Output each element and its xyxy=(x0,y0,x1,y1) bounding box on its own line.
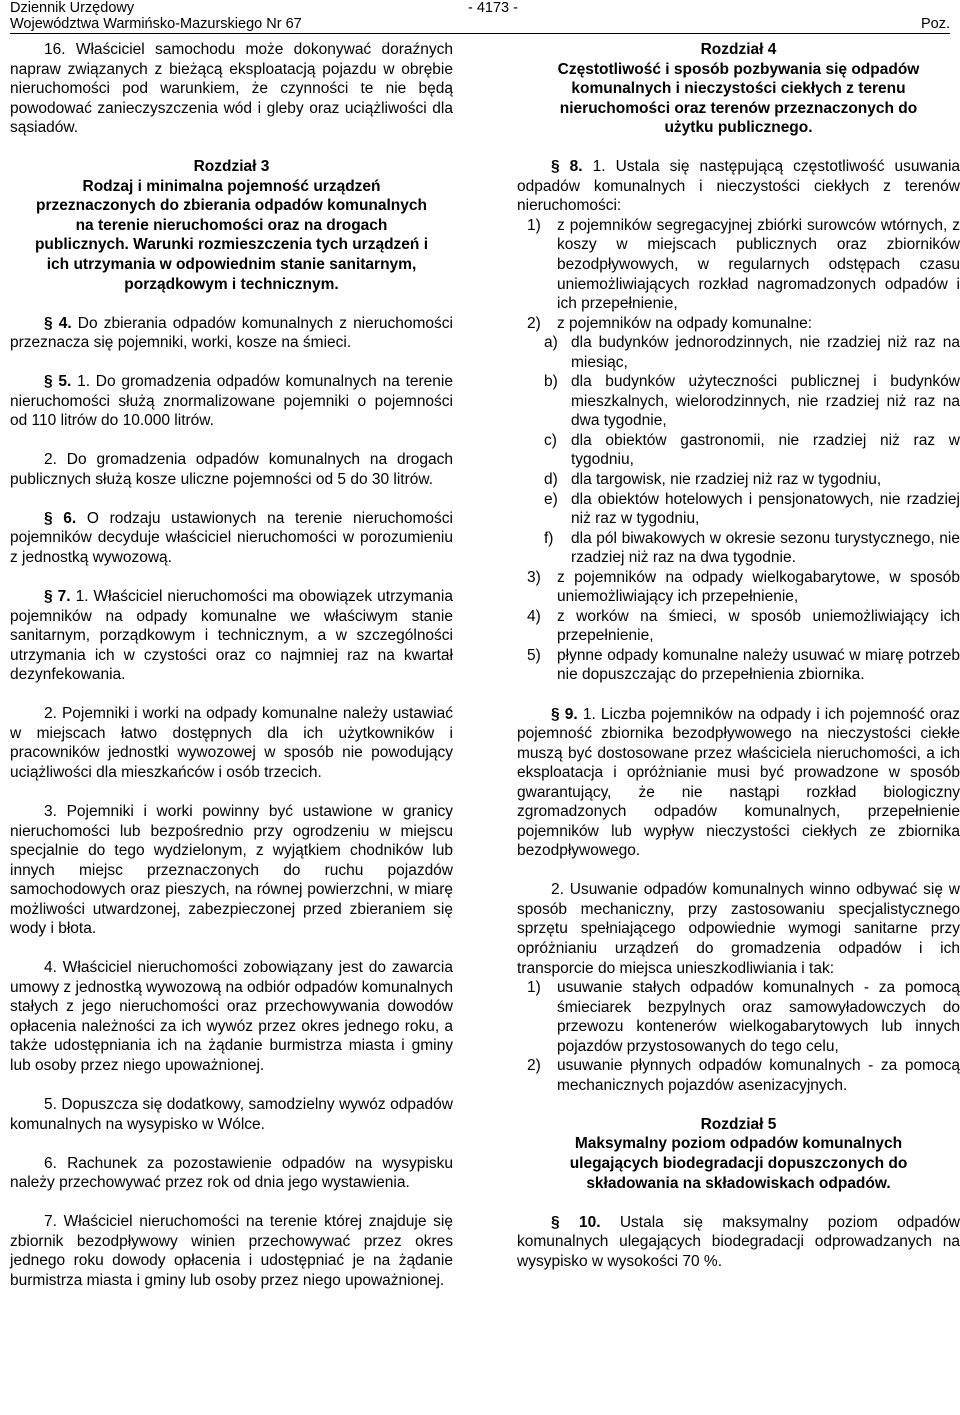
page-header xyxy=(10,0,950,34)
list-item-text: z pojemników na odpady wielkogabarytowe, w sposób uniemożliwiający ich przepełnienie, xyxy=(557,568,960,606)
list-item xyxy=(517,978,960,1056)
section-7-paragraph-4: 4. Właściciel nieruchomości zobowiązany jest do zawarcia umowy z jednostką wywozową na odbiór odpadów komunalnych stałych z jego nieruchomości oraz przechowywania dowodów opłacenia należności za ich wywóz przez okres jednego roku, a także udostępniania ich na żądanie burmistrza miasta i gminy lub osoby przez niego upoważnionej. xyxy=(10,959,453,1075)
list-item-number: 1) xyxy=(527,979,541,997)
list-subitem-letter: d) xyxy=(544,470,558,488)
chapter-3-line: na terenie nieruchomości oraz na drogach xyxy=(75,216,388,234)
journal-title: Dziennik Urzędowy xyxy=(10,0,135,16)
chapter-5-title: Rozdział 5 xyxy=(700,1115,777,1133)
list-item-text: z worków na śmieci, w sposób uniemożliwiający ich przepełnienie, xyxy=(557,607,960,645)
section-10-text: Ustala się maksymalny poziom odpadów komunalnych ulegających biodegradacji odprowadzanych na wysypisko w wysokości 70 %. xyxy=(517,1213,960,1270)
list-item-number: 2) xyxy=(527,1057,541,1075)
list-item-number: 2) xyxy=(527,314,541,332)
section-8-text: 1. Ustala się następującą częstotliwość usuwania odpadów komunalnych i nieczystości ciekłych z terenów nieruchomości: xyxy=(517,158,960,215)
section-6-number: § 6. xyxy=(44,509,77,527)
list-subitem xyxy=(517,372,960,431)
section-6 xyxy=(10,509,453,568)
section-4-number: § 4. xyxy=(44,314,72,332)
list-item xyxy=(517,646,960,685)
section-7-paragraph-6: 6. Rachunek za pozostawienie odpadów na wysypisku należy przechowywać przez rok od dnia jego wystawienia. xyxy=(10,1154,453,1192)
list-subitem-letter: c) xyxy=(544,431,557,449)
list-subitem-letter: f) xyxy=(544,529,554,547)
list-item-number: 5) xyxy=(527,646,541,664)
list-item xyxy=(517,607,960,646)
section-9-paragraph-2: 2. Usuwanie odpadów komunalnych winno odbywać się w sposób mechaniczny, przy zastosowaniu specjalistycznego sprzętu spełniającego odpowiednie wymogi sanitarne przy opróżnianiu urządzeń do gromadzenia odpadów i ich transporcie do miejsca unieszkodliwiania i tak: xyxy=(517,881,960,977)
section-8-list xyxy=(517,216,960,685)
section-4 xyxy=(10,314,453,353)
list-subitem-text: dla pól biwakowych w okresie sezonu turystycznego, nie rzadziej niż raz na dwa tygodnie. xyxy=(571,529,960,567)
list-subitem-text: dla targowisk, nie rzadziej niż raz w tygodniu, xyxy=(571,470,882,488)
chapter-5-line: Maksymalny poziom odpadów komunalnych xyxy=(574,1135,903,1153)
list-item xyxy=(517,216,960,314)
section-10-number: § 10. xyxy=(551,1213,601,1231)
list-subitem-text: dla obiektów gastronomii, nie rzadziej niż raz w tygodniu, xyxy=(571,431,960,469)
chapter-4-line: komunalnych i nieczystości ciekłych z terenu xyxy=(571,80,906,98)
chapter-3-title: Rozdział 3 xyxy=(193,158,270,176)
list-item-text: usuwanie stałych odpadów komunalnych - za pomocą śmieciarek bezpylnych oraz samowyładowczych do przewozu kontenerów wielkogabarytowych lub innych pojazdów przystosowanych do tego celu, xyxy=(557,979,960,1055)
paragraph-16: 16. Właściciel samochodu może dokonywać doraźnych napraw związanych z bieżącą eksploatacją pojazdu w obrębie nieruchomości pod warunkiem, że czynności te nie będą powodować zanieczyszczenia wód i gleby oraz uciążliwości dla sąsiadów. xyxy=(10,41,453,137)
section-9 xyxy=(517,705,960,861)
section-5-text: 1. Do gromadzenia odpadów komunalnych na terenie nieruchomości służą znormalizowane pojemniki o pojemności od 110 litrów do 10.000 litrów. xyxy=(10,373,453,430)
chapter-4-line: użytku publicznego. xyxy=(664,119,813,137)
section-10 xyxy=(517,1213,960,1272)
section-7-paragraph-2: 2. Pojemniki i worki na odpady komunalne należy ustawiać w miejscach łatwo dostępnych dla ich użytkowników i pracowników jednostki wywozowej w sposób nie powodujący uciążliwości dla mieszkańców i osób trzecich. xyxy=(10,705,453,781)
chapter-4-heading xyxy=(517,40,960,138)
chapter-3-line: ich utrzymania w odpowiednim stanie sanitarnym, xyxy=(46,255,417,273)
section-9-number: § 9. xyxy=(551,705,578,723)
list-subitem-letter: a) xyxy=(544,334,558,352)
list-subitem-letter: e) xyxy=(544,490,558,508)
list-subitem-text: dla obiektów hotelowych i pensjonatowych, nie rzadziej niż raz w tygodniu, xyxy=(571,490,960,528)
chapter-3-heading xyxy=(10,157,453,294)
list-subitem xyxy=(517,470,960,490)
chapter-5-heading xyxy=(517,1115,960,1193)
section-5-number: § 5. xyxy=(44,373,72,391)
list-item xyxy=(517,568,960,607)
chapter-3-line: Rodzaj i minimalna pojemność urządzeń xyxy=(82,177,381,195)
list-item xyxy=(517,1056,960,1095)
list-subitem xyxy=(517,333,960,372)
chapter-4-line: nieruchomości oraz terenów przeznaczonych do xyxy=(559,99,918,117)
header-rule xyxy=(10,33,950,34)
section-7-paragraph-5: 5. Dopuszcza się dodatkowy, samodzielny wywóz odpadów komunalnych na wysypisko w Wólce. xyxy=(10,1096,453,1133)
right-column xyxy=(517,40,960,1271)
left-column xyxy=(10,40,453,1290)
list-item-number: 1) xyxy=(527,216,541,234)
journal-voivodeship: Województwa Warmińsko-Mazurskiego Nr 67 xyxy=(10,16,302,32)
list-item-text: z pojemników segregacyjnej zbiórki surowców wtórnych, z koszy w miejscach publicznych oraz zbiorników bezodpływowych, w regularnych odstępach czasu uniemożliwiających rozkład nagromadzonych odpadów i ich przepełnienie, xyxy=(557,216,960,313)
section-4-text: Do zbierania odpadów komunalnych z nieruchomości przeznacza się pojemniki, worki, kosze na śmieci. xyxy=(10,314,453,352)
section-5 xyxy=(10,372,453,431)
section-8-number: § 8. xyxy=(551,158,583,176)
section-6-text: O rodzaju ustawionych na terenie nieruchomości pojemników decyduje właściciel nieruchomości w porozumieniu z jednostką wywozową. xyxy=(10,509,453,566)
section-7-number: § 7. xyxy=(44,588,71,606)
chapter-3-line: publicznych. Warunki rozmieszczenia tych urządzeń i xyxy=(34,236,429,254)
chapter-3-line: porządkowym i technicznym. xyxy=(124,275,339,293)
list-subitem xyxy=(517,431,960,470)
chapter-5-line: składowania na składowiskach odpadów. xyxy=(586,1174,891,1192)
journal-info xyxy=(10,0,302,32)
section-5-paragraph-2: 2. Do gromadzenia odpadów komunalnych na drogach publicznych służą kosze uliczne pojemności od 5 do 30 litrów. xyxy=(10,451,453,488)
list-item-text: z pojemników na odpady komunalne: xyxy=(557,314,813,332)
list-item xyxy=(517,314,960,334)
chapter-4-title: Rozdział 4 xyxy=(700,41,777,58)
list-item-text: usuwanie płynnych odpadów komunalnych - za pomocą mechanicznych pojazdów asenizacyjnych. xyxy=(557,1057,960,1094)
chapter-3-line: przeznaczonych do zbierania odpadów komunalnych xyxy=(35,197,427,215)
list-subitem-letter: b) xyxy=(544,373,558,391)
section-9-list xyxy=(517,978,960,1095)
section-7-text: 1. Właściciel nieruchomości ma obowiązek utrzymania pojemników na odpady komunalne we właściwym stanie sanitarnym, porządkowym i technicznym, a w szczególności utrzymania ich w czystości oraz co najmniej raz na kwartał dezynfekowania. xyxy=(10,588,453,684)
list-subitem-text: dla budynków jednorodzinnych, nie rzadziej niż raz na miesiąc, xyxy=(571,334,960,371)
section-7 xyxy=(10,587,453,685)
chapter-4-line: Częstotliwość i sposób pozbywania się odpadów xyxy=(557,60,920,78)
section-7-paragraph-7: 7. Właściciel nieruchomości na terenie której znajduje się zbiornik bezodpływowy winien przechowywać przez okres jednego roku dowody opłacenia i udostępniać je na żądanie burmistrza miasta i gminy lub osoby przez niego upoważnionej. xyxy=(10,1213,453,1289)
list-item-number: 3) xyxy=(527,568,541,586)
section-8 xyxy=(517,157,960,216)
list-item-number: 4) xyxy=(527,607,541,625)
list-subitem xyxy=(517,529,960,568)
list-subitem xyxy=(517,490,960,529)
section-9-text: 1. Liczba pojemników na odpady i ich pojemność oraz pojemność zbiornika bezodpływowego na nieczystości ciekłe muszą być dostosowane przez właściciela nieruchomości, a ich eksploatacja i opróżnianie musi być prowadzone w sposób gwarantujący, że nie nastąpi rozkład biologiczny zgromadzonych odpadów komunalnych, przepełnienie pojemników lub wypływ nieczystości ciekłych ze zbiornika bezodpływowego. xyxy=(517,705,960,860)
section-7-paragraph-3: 3. Pojemniki i worki powinny być ustawione w granicy nieruchomości lub bezpośrednio przy ogrodzeniu w miejscu specjalnie do tego wydzielonym, z wyjątkiem chodników lub innych miejsc przeznaczonych do ruchu pojazdów samochodowych oraz pieszych, na równej powierzchni, w miarę możliwości utwardzonej, zabezpieczonej przed zbieraniem się wody i błota. xyxy=(10,802,453,938)
chapter-5-line: ulegających biodegradacji dopuszczonych do xyxy=(569,1154,908,1172)
list-item-text: płynne odpady komunalne należy usuwać w miarę potrzeb nie dopuszczając do przepełnienia zbiornika. xyxy=(557,646,960,684)
page-number: - 4173 - xyxy=(468,0,518,16)
position-label: Poz. xyxy=(920,16,950,32)
list-subitem-text: dla budynków użyteczności publicznej i budynków mieszkalnych, wielorodzinnych, nie rzadziej niż raz na dwa tygodnie, xyxy=(571,373,960,430)
